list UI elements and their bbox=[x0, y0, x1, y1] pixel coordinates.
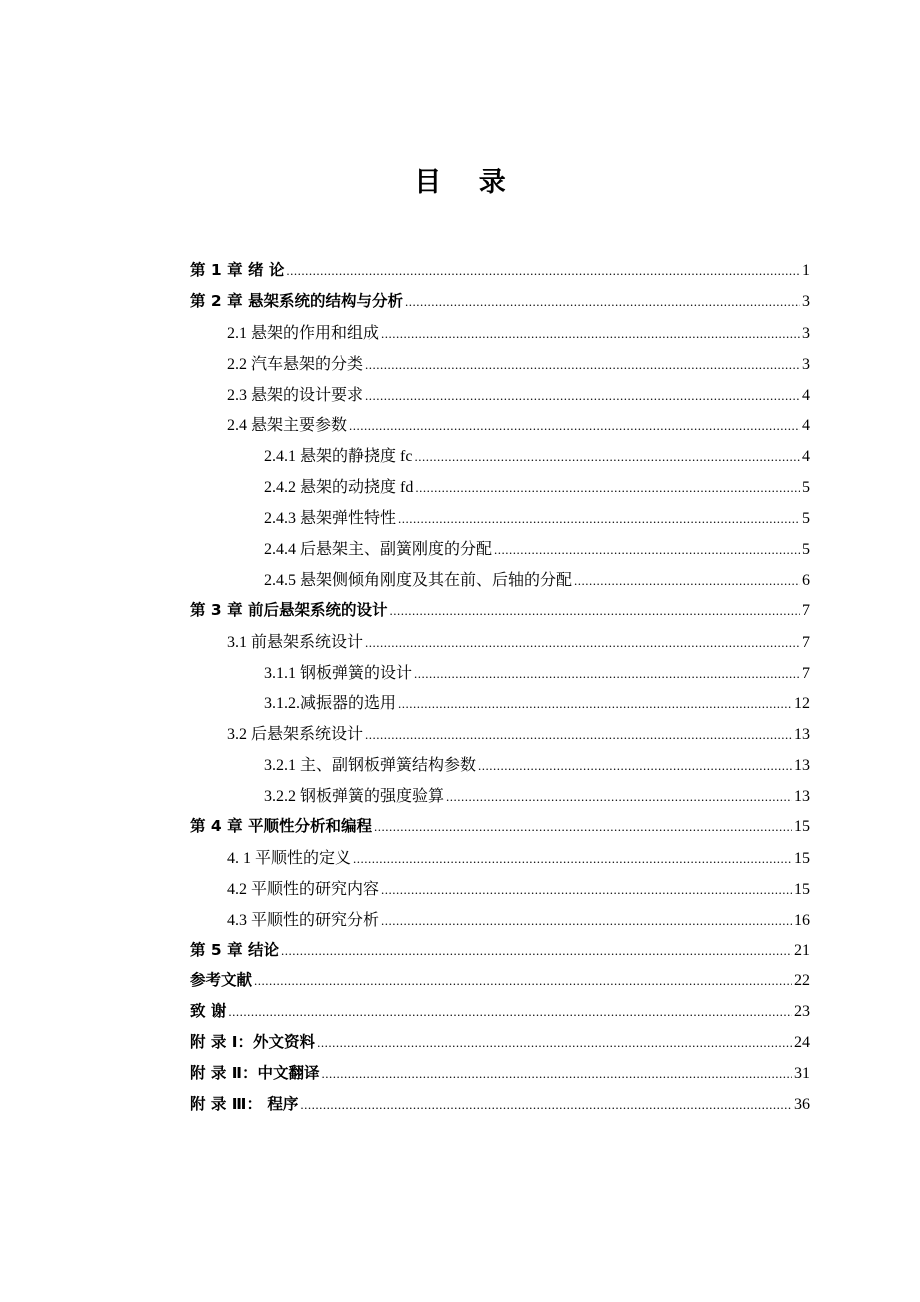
toc-dot-leader bbox=[398, 511, 800, 527]
toc-entry-page-number: 13 bbox=[794, 788, 810, 806]
toc-entry-label: 第 2 章 悬架系统的结构与分析 bbox=[190, 291, 403, 310]
toc-entry-label: 2.4.3 悬架弹性特性 bbox=[264, 510, 397, 528]
toc-entry-label: 3.2 后悬架系统设计 bbox=[227, 726, 364, 744]
toc-dot-leader bbox=[349, 418, 800, 434]
toc-entry[interactable] bbox=[190, 258, 810, 289]
toc-dot-leader bbox=[494, 542, 800, 558]
toc-dot-leader bbox=[254, 973, 792, 989]
toc-dot-leader bbox=[381, 913, 792, 929]
toc-entry-label: 第 5 章 结论 bbox=[190, 940, 279, 959]
toc-entry-label: 附 录 Ⅱ：中文翻译 bbox=[190, 1064, 320, 1083]
toc-entry-page-number: 6 bbox=[802, 571, 810, 589]
toc-dot-leader bbox=[381, 882, 792, 898]
toc-entry-page-number: 21 bbox=[794, 941, 810, 959]
toc-entry-page-number: 4 bbox=[802, 417, 810, 435]
toc-entry[interactable] bbox=[190, 876, 810, 907]
toc-entry[interactable] bbox=[190, 505, 810, 536]
toc-dot-leader bbox=[300, 1097, 792, 1113]
table-of-contents bbox=[190, 258, 810, 1123]
toc-dot-leader bbox=[281, 943, 792, 959]
toc-entry[interactable] bbox=[190, 814, 810, 845]
toc-entry-page-number: 3 bbox=[802, 292, 810, 310]
toc-dot-leader bbox=[381, 326, 800, 342]
toc-entry-label: 4. 1 平顺性的定义 bbox=[227, 849, 352, 867]
toc-entry-label: 2.4.1 悬架的静挠度 fc bbox=[264, 448, 413, 466]
toc-entry-label: 2.4.4 后悬架主、副簧刚度的分配 bbox=[264, 541, 493, 559]
toc-entry-page-number: 15 bbox=[794, 880, 810, 898]
toc-dot-leader bbox=[365, 388, 800, 404]
toc-entry-label: 3.1.1 钢板弹簧的设计 bbox=[264, 664, 413, 682]
toc-entry-label: 3.1 前悬架系统设计 bbox=[227, 633, 364, 651]
toc-entry[interactable] bbox=[190, 999, 810, 1030]
toc-entry[interactable] bbox=[190, 1092, 810, 1123]
toc-entry-label: 致 谢 bbox=[190, 1002, 227, 1021]
toc-dot-leader bbox=[228, 1004, 792, 1020]
toc-entry-page-number: 4 bbox=[802, 386, 810, 404]
toc-entry[interactable] bbox=[190, 289, 810, 320]
toc-entry-page-number: 7 bbox=[802, 633, 810, 651]
toc-entry-page-number: 7 bbox=[802, 664, 810, 682]
toc-entry-label: 2.4 悬架主要参数 bbox=[227, 417, 348, 435]
toc-entry-label: 2.4.5 悬架侧倾角刚度及其在前、后轴的分配 bbox=[264, 571, 573, 589]
toc-entry[interactable] bbox=[190, 567, 810, 598]
toc-dot-leader bbox=[317, 1035, 792, 1051]
toc-entry-page-number: 15 bbox=[794, 818, 810, 836]
toc-entry[interactable] bbox=[190, 660, 810, 691]
toc-entry-label: 3.2.2 钢板弹簧的强度验算 bbox=[264, 788, 445, 806]
page-title: 目 录 bbox=[414, 167, 520, 198]
toc-entry[interactable] bbox=[190, 845, 810, 876]
toc-entry[interactable] bbox=[190, 536, 810, 567]
toc-entry-page-number: 7 bbox=[802, 601, 810, 619]
toc-entry[interactable] bbox=[190, 938, 810, 969]
toc-entry[interactable] bbox=[190, 598, 810, 629]
toc-entry-page-number: 5 bbox=[802, 541, 810, 559]
toc-entry-page-number: 24 bbox=[794, 1034, 810, 1052]
toc-entry-label: 3.2.1 主、副钢板弹簧结构参数 bbox=[264, 757, 477, 775]
toc-entry-page-number: 22 bbox=[794, 972, 810, 990]
toc-entry-label: 附 录 Ⅰ：外文资料 bbox=[190, 1033, 316, 1052]
toc-dot-leader bbox=[353, 851, 792, 867]
toc-entry-page-number: 15 bbox=[794, 849, 810, 867]
toc-entry-page-number: 13 bbox=[794, 757, 810, 775]
toc-entry-label: 2.4.2 悬架的动挠度 fd bbox=[264, 479, 414, 497]
toc-entry-page-number: 16 bbox=[794, 911, 810, 929]
toc-dot-leader bbox=[389, 603, 800, 619]
toc-entry[interactable] bbox=[190, 1061, 810, 1092]
toc-entry[interactable] bbox=[190, 968, 810, 999]
toc-dot-leader bbox=[414, 666, 800, 682]
toc-entry-label: 附 录 Ⅲ： 程序 bbox=[190, 1095, 299, 1114]
toc-entry[interactable] bbox=[190, 629, 810, 660]
toc-dot-leader bbox=[415, 480, 800, 496]
toc-entry[interactable] bbox=[190, 320, 810, 351]
toc-entry-page-number: 13 bbox=[794, 726, 810, 744]
toc-entry-label: 4.2 平顺性的研究内容 bbox=[227, 880, 380, 898]
toc-dot-leader bbox=[478, 758, 792, 774]
toc-entry[interactable] bbox=[190, 783, 810, 814]
toc-entry-page-number: 5 bbox=[802, 510, 810, 528]
toc-dot-leader bbox=[398, 696, 792, 712]
toc-entry-page-number: 5 bbox=[802, 479, 810, 497]
toc-dot-leader bbox=[365, 727, 792, 743]
toc-entry[interactable] bbox=[190, 752, 810, 783]
toc-entry[interactable] bbox=[190, 1030, 810, 1061]
toc-dot-leader bbox=[374, 819, 792, 835]
toc-entry-label: 4.3 平顺性的研究分析 bbox=[227, 911, 380, 929]
toc-entry[interactable] bbox=[190, 382, 810, 413]
toc-entry-label: 第 3 章 前后悬架系统的设计 bbox=[190, 600, 388, 619]
toc-dot-leader bbox=[365, 635, 800, 651]
toc-entry[interactable] bbox=[190, 474, 810, 505]
toc-entry-page-number: 3 bbox=[802, 324, 810, 342]
toc-entry-page-number: 4 bbox=[802, 448, 810, 466]
toc-entry[interactable] bbox=[190, 907, 810, 938]
toc-dot-leader bbox=[365, 357, 800, 373]
toc-entry-page-number: 12 bbox=[794, 695, 810, 713]
toc-entry-label: 3.1.2.减振器的选用 bbox=[264, 695, 397, 713]
toc-entry-page-number: 31 bbox=[794, 1065, 810, 1083]
toc-entry-page-number: 23 bbox=[794, 1003, 810, 1021]
toc-entry[interactable] bbox=[190, 351, 810, 382]
toc-entry[interactable] bbox=[190, 443, 810, 474]
toc-entry[interactable] bbox=[190, 412, 810, 443]
toc-entry-page-number: 3 bbox=[802, 355, 810, 373]
toc-dot-leader bbox=[322, 1066, 792, 1082]
toc-entry-label: 参考文献 bbox=[190, 971, 253, 990]
toc-entry[interactable] bbox=[190, 690, 810, 721]
toc-entry-label: 2.1 悬架的作用和组成 bbox=[227, 324, 380, 342]
toc-entry[interactable] bbox=[190, 721, 810, 752]
toc-dot-leader bbox=[414, 449, 800, 465]
toc-entry-label: 2.3 悬架的设计要求 bbox=[227, 386, 364, 404]
toc-entry-page-number: 1 bbox=[802, 262, 810, 279]
toc-entry-label: 第 1 章 绪 论 bbox=[190, 261, 285, 279]
toc-entry-label: 2.2 汽车悬架的分类 bbox=[227, 355, 364, 373]
toc-dot-leader bbox=[574, 573, 800, 589]
toc-dot-leader bbox=[286, 263, 800, 279]
toc-entry-page-number: 36 bbox=[794, 1096, 810, 1114]
toc-dot-leader bbox=[446, 789, 792, 805]
toc-entry-label: 第 4 章 平顺性分析和编程 bbox=[190, 817, 372, 836]
toc-dot-leader bbox=[405, 294, 800, 310]
